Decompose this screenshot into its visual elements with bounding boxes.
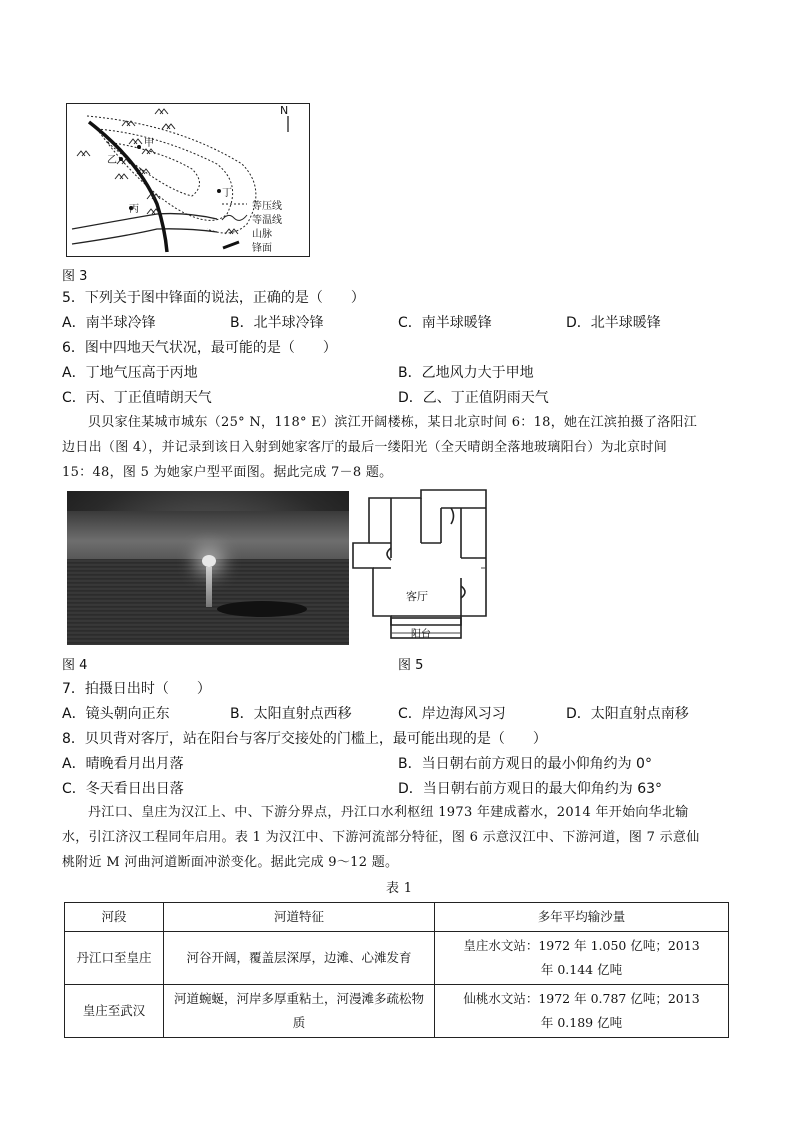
question-5-option-c: C．南半球暖锋 [398, 315, 492, 331]
question-6-option-c: C．丙、丁正值晴朗天气 [62, 390, 212, 406]
header-feature: 河道特征 [164, 903, 435, 932]
row-2-section: 皇庄至武汉 [65, 985, 164, 1038]
passage-1-line-2: 边日出（图 4），并记录到该日入射到她家客厅的最后一缕阳光（全天晴朗全落地玻璃阳台）为北京时间 [62, 440, 668, 455]
passage-2-line-3: 桃附近 M 河曲河道断面冲淤变化。据此完成 9～12 题。 [62, 855, 399, 870]
front-line [89, 122, 167, 252]
living-room-label: 客厅 [406, 590, 428, 603]
point-jia-dot [137, 145, 141, 149]
question-6-option-d: D．乙、丁正值阴雨天气 [398, 390, 549, 406]
isotherm-line [72, 214, 217, 229]
question-8-option-b: B．当日朝右前方观日的最小仰角约为 0° [398, 756, 652, 772]
passage-1-line-3: 15：48，图 5 为她家户型平面图。据此完成 7－8 题。 [62, 465, 393, 480]
row-2-sediment-line-2: 年 0.189 亿吨 [540, 1015, 623, 1030]
point-yi-label: 乙 [107, 155, 117, 166]
figure-3-map [66, 103, 310, 257]
header-section: 河段 [65, 903, 164, 932]
question-7-stem: 7．拍摄日出时（ ） [62, 681, 211, 697]
figure-5-floor-plan [351, 488, 491, 643]
question-7-option-c: C．岸边海风习习 [398, 706, 506, 722]
question-6-option-b: B．乙地风力大于甲地 [398, 365, 534, 381]
figure-5-caption: 图 5 [398, 658, 424, 673]
row-1-sediment-line-1: 皇庄水文站：1972 年 1.050 亿吨；2013 [463, 938, 700, 953]
sun-glare [202, 555, 216, 567]
figure-3-svg [67, 104, 309, 256]
question-7-option-a: A．镜头朝向正东 [62, 706, 170, 722]
point-yi-dot [119, 157, 123, 161]
point-ding-label: 丁 [222, 188, 232, 199]
point-ding-dot [217, 189, 221, 193]
floor-plan-svg [351, 488, 491, 643]
row-2-feature-line-2: 质 [292, 1015, 306, 1030]
legend-front-label: 锋面 [252, 243, 272, 254]
point-jia-label: 甲 [144, 138, 154, 149]
question-8-option-d: D．当日朝右前方观日的最大仰角约为 63° [398, 781, 663, 797]
figure-3-caption: 图 3 [62, 269, 88, 284]
passage-2-line-2: 水，引江济汉工程同年启用。表 1 为汉江中、下游河流部分特征，图 6 示意汉江中、下游河道，图 7 示意仙 [62, 830, 700, 845]
question-5-option-b: B．北半球冷锋 [230, 315, 324, 331]
legend-isotherm-label: 等温线 [252, 215, 282, 226]
row-1-section: 丹江口至皇庄 [65, 932, 164, 985]
legend-front-symbol [223, 242, 239, 248]
legend-mountain-label: 山脉 [252, 229, 272, 240]
north-label: N [280, 104, 289, 117]
row-2-sediment [435, 985, 729, 1038]
passage-1-line-1: 贝贝家住某城市城东（25° N，118° E）滨江开阔楼栋，某日北京时间 6：18，她在江滨拍摄了洛阳江 [88, 415, 698, 430]
question-5-option-a: A．南半球冷锋 [62, 315, 156, 331]
table-row [65, 932, 729, 985]
question-8-option-c: C．冬天看日出日落 [62, 781, 184, 797]
passage-2-line-1: 丹江口、皇庄为汉江上、中、下游分界点，丹江口水利枢纽 1973 年建成蓄水，2014 年开始向华北输 [88, 805, 689, 820]
question-5-option-d: D．北半球暖锋 [566, 315, 661, 331]
table-1 [64, 902, 729, 1038]
table-1-title: 表 1 [386, 881, 413, 896]
legend-isotherm-symbol [222, 215, 247, 220]
figure-4-caption: 图 4 [62, 658, 88, 673]
question-6-option-a: A．丁地气压高于丙地 [62, 365, 198, 381]
question-8-option-a: A．晴晚看月出月落 [62, 756, 184, 772]
row-2-feature [164, 985, 435, 1038]
sky-band [67, 511, 349, 561]
figure-4-sunrise-photo [67, 491, 349, 645]
isobar-line [97, 129, 233, 220]
isotherm-line [72, 229, 217, 244]
row-1-sediment [435, 932, 729, 985]
question-8-stem: 8．贝贝背对客厅，站在阳台与客厅交接处的门槛上，最可能出现的是（ ） [62, 731, 547, 747]
question-5-stem: 5．下列关于图中锋面的说法，正确的是（ ） [62, 290, 365, 306]
row-1-feature: 河谷开阔，覆盖层深厚，边滩、心滩发育 [164, 932, 435, 985]
sun-reflection [206, 567, 212, 607]
balcony-label: 阳台 [411, 629, 431, 640]
legend-isobar-label: 等压线 [252, 201, 282, 212]
island-silhouette [217, 601, 307, 617]
question-6-stem: 6．图中四地天气状况，最可能的是（ ） [62, 340, 337, 356]
row-1-sediment-line-2: 年 0.144 亿吨 [540, 962, 623, 977]
legend-mountain-symbol [225, 229, 238, 234]
row-2-feature-line-1: 河道蜿蜒，河岸多厚重粘土，河漫滩多疏松物 [173, 991, 424, 1006]
table-row [65, 985, 729, 1038]
table-header-row [65, 903, 729, 932]
question-7-option-b: B．太阳直射点西移 [230, 706, 352, 722]
question-7-option-d: D．太阳直射点南移 [566, 706, 689, 722]
point-bing-label: 丙 [129, 204, 139, 215]
header-sediment: 多年平均输沙量 [435, 903, 729, 932]
row-2-sediment-line-1: 仙桃水文站：1972 年 0.787 亿吨；2013 [463, 991, 700, 1006]
